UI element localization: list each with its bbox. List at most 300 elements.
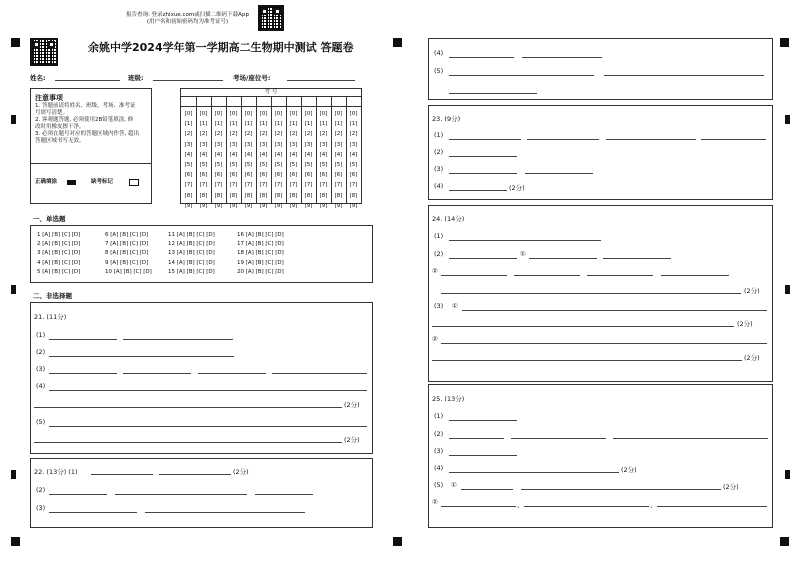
q21-part2: (2): [36, 348, 46, 356]
q23-title: 23. (9分): [432, 115, 461, 123]
registration-mark: [11, 38, 20, 47]
registration-mark: [785, 115, 790, 124]
exam-digit-bubble[interactable]: [5]: [259, 162, 268, 169]
choice-question-row[interactable]: 2 [A] [B] [C] [D]: [37, 241, 81, 248]
exam-number-grid: [180, 88, 362, 209]
exam-digit-bubble[interactable]: [6]: [199, 172, 208, 179]
registration-mark: [11, 285, 16, 294]
exam-digit-bubble[interactable]: [3]: [229, 141, 238, 148]
choice-question-row[interactable]: 9 [A] [B] [C] [D]: [105, 259, 149, 266]
report-notice-line1: 报告查询: 登录zhixue.com或扫描二维码下载App: [126, 12, 249, 18]
grid-line: [271, 96, 272, 203]
q23-answer-line[interactable]: [449, 173, 517, 174]
choice-question-row[interactable]: 4 [A] [B] [C] [D]: [37, 259, 81, 266]
q25-answer-line[interactable]: [449, 455, 517, 456]
q22-part2: (2): [36, 486, 46, 494]
single-choice-box: [30, 225, 373, 283]
choice-question-row[interactable]: 7 [A] [B] [C] [D]: [105, 241, 149, 248]
exam-digit-bubble[interactable]: [1]: [334, 121, 343, 128]
q25-part5: (5): [434, 481, 444, 489]
exam-digit-bubble[interactable]: [0]: [334, 111, 343, 117]
notes-item: 1. 答题前请将姓名、班级、考场、准考证: [35, 103, 136, 109]
exam-digit-bubble[interactable]: [2]: [334, 131, 343, 138]
exam-digit-bubble[interactable]: [6]: [259, 172, 268, 179]
q21-answer-line[interactable]: [49, 339, 117, 340]
exam-digit-bubble[interactable]: [9]: [259, 202, 268, 209]
q24-answer-line[interactable]: [587, 275, 653, 276]
grid-line: [256, 96, 257, 203]
exam-digit-bubble[interactable]: [2]: [319, 131, 328, 138]
grid-line: [196, 96, 197, 203]
grid-line: [331, 96, 332, 203]
exam-digit-bubble[interactable]: [0]: [229, 111, 238, 117]
q25-answer-line[interactable]: [613, 438, 768, 439]
q21-part4: (4): [36, 382, 46, 390]
exam-digit-bubble[interactable]: [5]: [289, 162, 298, 169]
q25-circ2: ②: [432, 498, 438, 506]
class-field[interactable]: [153, 80, 223, 81]
q21-answer-line[interactable]: [198, 373, 266, 374]
q24-circ2: ②: [432, 267, 438, 275]
exam-digit-bubble[interactable]: [8]: [244, 192, 253, 199]
exam-digit-bubble[interactable]: [8]: [274, 192, 283, 199]
q25-answer-line[interactable]: [449, 438, 504, 439]
grid-line: [346, 96, 347, 203]
grid-line: [286, 96, 287, 203]
exam-digit-bubble[interactable]: [4]: [304, 151, 313, 158]
q25-title: 25. (13分): [432, 395, 465, 403]
exam-digit-bubble[interactable]: [1]: [184, 121, 193, 128]
q21-answer-line[interactable]: [272, 373, 367, 374]
exam-digit-bubble[interactable]: [5]: [199, 162, 208, 169]
notes-list: [35, 103, 149, 145]
exam-digit-bubble[interactable]: [7]: [334, 182, 343, 189]
exam-digit-bubble[interactable]: [0]: [319, 111, 328, 117]
q21-points-b: (2分): [344, 436, 360, 444]
q24-part3-circ1: ①: [452, 302, 458, 310]
exam-digit-bubble[interactable]: [2]: [274, 131, 283, 138]
exam-digit-bubble[interactable]: [3]: [319, 141, 328, 148]
q24-part2: (2): [434, 250, 444, 258]
q25-answer-line[interactable]: [461, 489, 513, 490]
exam-digit-bubble[interactable]: [8]: [199, 192, 208, 199]
q22-answer-line[interactable]: [255, 494, 313, 495]
exam-digit-bubble[interactable]: [4]: [214, 151, 223, 158]
exam-digit-bubble[interactable]: [0]: [184, 111, 193, 117]
exam-digit-bubble[interactable]: [5]: [184, 162, 193, 169]
q22-answer-line[interactable]: [604, 75, 764, 76]
exam-digit-column: [241, 109, 256, 211]
exam-digit-bubble[interactable]: [7]: [199, 182, 208, 189]
exam-digit-bubble[interactable]: [3]: [184, 141, 193, 148]
q21-answer-line[interactable]: [34, 442, 342, 443]
exam-digit-bubble[interactable]: [4]: [319, 151, 328, 158]
exam-digit-bubble[interactable]: [8]: [289, 192, 298, 199]
q22-answer-line[interactable]: [49, 512, 137, 513]
q24-part3-circ2: ②: [432, 335, 438, 343]
exam-digit-bubble[interactable]: [9]: [184, 202, 193, 209]
q21-answer-line[interactable]: [49, 390, 367, 391]
exam-digit-bubble[interactable]: [5]: [334, 162, 343, 169]
exam-digit-bubble[interactable]: [3]: [334, 141, 343, 148]
exam-digit-bubble[interactable]: [9]: [214, 202, 223, 209]
exam-digit-column: [211, 109, 226, 211]
exam-digit-bubble[interactable]: [4]: [259, 151, 268, 158]
q24-answer-line[interactable]: [432, 360, 742, 361]
exam-digit-bubble[interactable]: [5]: [349, 162, 358, 169]
exam-digit-bubble[interactable]: [9]: [349, 202, 358, 209]
q25-points-a: (2分): [621, 466, 637, 474]
exam-digit-bubble[interactable]: [7]: [244, 182, 253, 189]
q22-answer-line[interactable]: [449, 75, 594, 76]
q25-part3: (3): [434, 447, 444, 455]
registration-mark: [393, 537, 402, 546]
registration-mark: [393, 38, 402, 47]
exam-digit-bubble[interactable]: [6]: [289, 172, 298, 179]
exam-digit-bubble[interactable]: [2]: [244, 131, 253, 138]
q23-part2: (2): [434, 148, 444, 156]
q22-answer-line[interactable]: [91, 474, 153, 475]
q24-answer-line[interactable]: [514, 275, 580, 276]
q24-part3: (3): [434, 302, 444, 310]
exam-digit-bubble[interactable]: [2]: [349, 131, 358, 138]
q22-part5: (5): [434, 67, 444, 75]
app-qr-code: [258, 5, 284, 31]
grid-line: [241, 96, 242, 203]
q25-part2: (2): [434, 430, 444, 438]
exam-digit-column: [346, 109, 361, 211]
q25-part1: (1): [434, 412, 444, 420]
exam-digit-bubble[interactable]: [1]: [304, 121, 313, 128]
section2-title: 二、非选择题: [33, 292, 72, 300]
exam-digit-bubble[interactable]: [2]: [259, 131, 268, 138]
notes-item: 号填写清楚。: [35, 110, 69, 116]
choice-question-row[interactable]: 10 [A] [B] [C] [D]: [105, 268, 152, 275]
notes-item: 改时用橡皮擦干净。: [35, 124, 85, 130]
choice-question-row[interactable]: 12 [A] [B] [C] [D]: [168, 241, 215, 248]
exam-digit-bubble[interactable]: [3]: [259, 141, 268, 148]
exam-digit-bubble[interactable]: [6]: [244, 172, 253, 179]
exam-digit-bubble[interactable]: [2]: [214, 131, 223, 138]
exam-digit-bubble[interactable]: [9]: [199, 202, 208, 209]
exam-digit-bubble[interactable]: [1]: [259, 121, 268, 128]
q25-comma2: 、: [650, 501, 657, 509]
exam-digit-bubble[interactable]: [2]: [184, 131, 193, 138]
exam-digit-bubble[interactable]: [1]: [274, 121, 283, 128]
q22-answer-line[interactable]: [449, 57, 514, 58]
exam-digit-bubble[interactable]: [2]: [304, 131, 313, 138]
q21-answer-line[interactable]: [49, 373, 117, 374]
q21-answer-line[interactable]: [123, 373, 191, 374]
exam-digit-bubble[interactable]: [6]: [184, 172, 193, 179]
q23-answer-line[interactable]: [449, 139, 521, 140]
exam-digit-bubble[interactable]: [5]: [274, 162, 283, 169]
exam-digit-bubble[interactable]: [3]: [304, 141, 313, 148]
q21-part1: (1): [36, 331, 46, 339]
page-title: 余姚中学2024学年第一学期高二生物期中测试 答题卷: [88, 41, 354, 54]
exam-digit-bubble[interactable]: [7]: [259, 182, 268, 189]
exam-digit-bubble[interactable]: [8]: [229, 192, 238, 199]
barcode-qr-code: [30, 38, 58, 66]
exam-digit-bubble[interactable]: [4]: [349, 151, 358, 158]
class-label: 班级:: [128, 74, 144, 82]
q21-answer-box: [30, 302, 373, 454]
q24-answer-line[interactable]: [661, 275, 729, 276]
exam-digit-bubble[interactable]: [0]: [199, 111, 208, 117]
q23-answer-box: [428, 105, 773, 200]
exam-digit-bubble[interactable]: [8]: [304, 192, 313, 199]
registration-mark: [780, 537, 789, 546]
q25-answer-line[interactable]: [449, 420, 517, 421]
q22-answer-line[interactable]: [522, 57, 602, 58]
exam-digit-bubble[interactable]: [9]: [304, 202, 313, 209]
q23-points: (2分): [509, 184, 525, 192]
q25-answer-line[interactable]: [449, 472, 619, 473]
notes-item: 2. 客观题答题, 必须使用2B铅笔填涂, 修: [35, 117, 134, 123]
exam-digit-column: [316, 109, 331, 211]
q24-points-b: (2分): [737, 320, 753, 328]
choice-question-row[interactable]: 15 [A] [B] [C] [D]: [168, 268, 215, 275]
exam-digit-bubble[interactable]: [0]: [304, 111, 313, 117]
choice-question-row[interactable]: 17 [A] [B] [C] [D]: [237, 241, 284, 248]
choice-question-row[interactable]: 13 [A] [B] [C] [D]: [168, 250, 215, 257]
exam-digit-bubble[interactable]: [7]: [274, 182, 283, 189]
exam-digit-bubble[interactable]: [7]: [349, 182, 358, 189]
exam-digit-bubble[interactable]: [2]: [289, 131, 298, 138]
q22-answer-line[interactable]: [145, 512, 305, 513]
exam-digit-bubble[interactable]: [0]: [349, 111, 358, 117]
choice-question-row[interactable]: 14 [A] [B] [C] [D]: [168, 259, 215, 266]
exam-digit-bubble[interactable]: [0]: [289, 111, 298, 117]
exam-digit-bubble[interactable]: [4]: [229, 151, 238, 158]
q24-answer-line[interactable]: [441, 275, 507, 276]
notes-item: 答题区域书写无效。: [35, 138, 85, 144]
q23-part3: (3): [434, 165, 444, 173]
q22-answer-line[interactable]: [115, 494, 247, 495]
q24-points-c: (2分): [744, 354, 760, 362]
section1-title: 一、单选题: [33, 215, 66, 223]
q25-answer-line[interactable]: [511, 438, 606, 439]
exam-digit-bubble[interactable]: [1]: [229, 121, 238, 128]
q21-part5: (5): [36, 418, 46, 426]
q24-answer-box: [428, 205, 773, 382]
q25-answer-line[interactable]: [521, 489, 721, 490]
exam-digit-bubble[interactable]: [4]: [334, 151, 343, 158]
seat-field[interactable]: [287, 80, 355, 81]
exam-digit-bubble[interactable]: [6]: [349, 172, 358, 179]
name-field[interactable]: [55, 80, 120, 81]
exam-digit-bubble[interactable]: [0]: [214, 111, 223, 117]
q24-answer-line[interactable]: [449, 240, 601, 241]
exam-digit-bubble[interactable]: [8]: [184, 192, 193, 199]
q24-part1: (1): [434, 232, 444, 240]
choice-question-row[interactable]: 3 [A] [B] [C] [D]: [37, 250, 81, 257]
q23-answer-line[interactable]: [527, 139, 599, 140]
exam-digit-bubble[interactable]: [3]: [274, 141, 283, 148]
exam-digit-bubble[interactable]: [5]: [229, 162, 238, 169]
exam-digit-column: [301, 109, 316, 211]
exam-digit-bubble[interactable]: [7]: [319, 182, 328, 189]
exam-digit-bubble[interactable]: [7]: [304, 182, 313, 189]
exam-digit-column: [196, 109, 211, 211]
q24-answer-line[interactable]: [529, 258, 597, 259]
seat-label: 考场/座位号:: [233, 74, 271, 82]
exam-digit-bubble[interactable]: [3]: [199, 141, 208, 148]
exam-digit-bubble[interactable]: [9]: [274, 202, 283, 209]
grid-line: [211, 96, 212, 203]
registration-mark: [785, 285, 790, 294]
notes-box: [30, 88, 152, 204]
exam-digit-bubble[interactable]: [1]: [214, 121, 223, 128]
q23-answer-line[interactable]: [449, 156, 517, 157]
q24-points-a: (2分): [744, 287, 760, 295]
q24-answer-line[interactable]: [441, 293, 741, 294]
exam-digit-bubble[interactable]: [8]: [334, 192, 343, 199]
q25-points-b: (2分): [723, 483, 739, 491]
q23-answer-line[interactable]: [449, 190, 507, 191]
exam-digit-bubble[interactable]: [8]: [214, 192, 223, 199]
exam-digit-bubble[interactable]: [6]: [274, 172, 283, 179]
exam-digit-bubble[interactable]: [3]: [214, 141, 223, 148]
exam-digit-bubble[interactable]: [8]: [259, 192, 268, 199]
exam-digit-bubble[interactable]: [0]: [274, 111, 283, 117]
q21-answer-line[interactable]: [49, 356, 234, 357]
q23-answer-line[interactable]: [606, 139, 696, 140]
q21-answer-line[interactable]: [34, 407, 342, 408]
exam-digit-bubble[interactable]: [1]: [199, 121, 208, 128]
q24-answer-line[interactable]: [462, 310, 767, 311]
q25-answer-box: [428, 384, 773, 528]
exam-digit-bubble[interactable]: [1]: [349, 121, 358, 128]
q23-answer-line[interactable]: [525, 173, 593, 174]
exam-digit-bubble[interactable]: [7]: [229, 182, 238, 189]
exam-digit-bubble[interactable]: [3]: [349, 141, 358, 148]
notes-title: 注意事项: [35, 94, 63, 102]
exam-digit-bubble[interactable]: [7]: [289, 182, 298, 189]
choice-question-row[interactable]: 11 [A] [B] [C] [D]: [168, 232, 215, 238]
registration-mark: [785, 470, 790, 479]
q21-part3: (3): [36, 365, 46, 373]
exam-digit-bubble[interactable]: [7]: [184, 182, 193, 189]
choice-question-row[interactable]: 19 [A] [B] [C] [D]: [237, 259, 284, 266]
exam-digit-bubble[interactable]: [5]: [304, 162, 313, 169]
exam-digit-bubble[interactable]: [8]: [319, 192, 328, 199]
exam-digit-bubble[interactable]: [0]: [244, 111, 253, 117]
choice-question-row[interactable]: 16 [A] [B] [C] [D]: [237, 232, 284, 238]
choice-question-row[interactable]: 8 [A] [B] [C] [D]: [105, 250, 149, 257]
exam-digit-bubble[interactable]: [0]: [259, 111, 268, 117]
name-label: 姓名:: [30, 74, 46, 82]
exam-digit-bubble[interactable]: [3]: [244, 141, 253, 148]
exam-digit-bubble[interactable]: [4]: [199, 151, 208, 158]
q21-title: 21. (11分): [34, 313, 67, 321]
q25-answer-line[interactable]: [441, 506, 516, 507]
q24-answer-line[interactable]: [441, 343, 767, 344]
exam-digit-bubble[interactable]: [1]: [244, 121, 253, 128]
grid-line: [226, 96, 227, 203]
exam-digit-bubble[interactable]: [9]: [289, 202, 298, 209]
exam-digit-column: [181, 109, 196, 211]
q25-comma1: 、: [517, 501, 524, 509]
registration-mark: [11, 537, 20, 546]
exam-digit-bubble[interactable]: [2]: [199, 131, 208, 138]
exam-digit-column: [256, 109, 271, 211]
exam-digit-bubble[interactable]: [5]: [244, 162, 253, 169]
q25-answer-line[interactable]: [657, 506, 767, 507]
absent-mark-box[interactable]: [129, 179, 139, 186]
notes-item: 3. 必须在题号对应的答题区域内作答, 超出: [35, 131, 139, 137]
q25-answer-line[interactable]: [524, 506, 649, 507]
q24-title: 24. (14分): [432, 215, 465, 223]
notes-divider: [31, 163, 151, 164]
q22-continued-box: [428, 38, 773, 100]
exam-digit-bubble[interactable]: [1]: [319, 121, 328, 128]
exam-digit-bubble[interactable]: [6]: [319, 172, 328, 179]
q22-points: (2分): [233, 468, 249, 476]
exam-digit-bubble[interactable]: [7]: [214, 182, 223, 189]
choice-question-row[interactable]: 6 [A] [B] [C] [D]: [105, 232, 149, 238]
q23-part1: (1): [434, 131, 444, 139]
exam-digit-bubble[interactable]: [5]: [319, 162, 328, 169]
choice-question-row[interactable]: 1 [A] [B] [C] [D]: [37, 232, 81, 238]
grid-line: [301, 96, 302, 203]
exam-digit-bubble[interactable]: [4]: [274, 151, 283, 158]
q22-answer-line[interactable]: [159, 474, 231, 475]
q22-title: 22. (13分) (1): [34, 468, 78, 476]
exam-number-title: 考 号: [264, 89, 278, 95]
q23-answer-line[interactable]: [701, 139, 766, 140]
absent-mark-label: 缺考标记: [91, 179, 114, 185]
q24-answer-line[interactable]: [449, 258, 517, 259]
q22-answer-line[interactable]: [49, 494, 107, 495]
exam-digit-column: [226, 109, 241, 211]
exam-digit-bubble[interactable]: [4]: [289, 151, 298, 158]
exam-digit-bubble[interactable]: [1]: [289, 121, 298, 128]
q22-answer-box: [30, 458, 373, 528]
exam-digit-bubble[interactable]: [6]: [334, 172, 343, 179]
exam-digit-bubble[interactable]: [6]: [214, 172, 223, 179]
choice-question-row[interactable]: 20 [A] [B] [C] [D]: [237, 268, 284, 275]
exam-digit-bubble[interactable]: [6]: [229, 172, 238, 179]
exam-digit-bubble[interactable]: [4]: [184, 151, 193, 158]
exam-digit-bubble[interactable]: [4]: [244, 151, 253, 158]
correct-fill-label: 正确填涂: [35, 179, 58, 185]
q22-part3: (3): [36, 504, 46, 512]
exam-digit-bubble[interactable]: [9]: [334, 202, 343, 209]
exam-digit-bubble[interactable]: [6]: [304, 172, 313, 179]
registration-mark: [11, 470, 16, 479]
exam-digit-bubble[interactable]: [9]: [244, 202, 253, 209]
exam-digit-bubble[interactable]: [8]: [349, 192, 358, 199]
exam-digit-bubble[interactable]: [9]: [319, 202, 328, 209]
exam-digit-bubble[interactable]: [2]: [229, 131, 238, 138]
q24-answer-line[interactable]: [432, 326, 734, 327]
q22-answer-line[interactable]: [449, 93, 537, 94]
exam-digit-bubble[interactable]: [3]: [289, 141, 298, 148]
choice-question-row[interactable]: 5 [A] [B] [C] [D]: [37, 268, 81, 275]
q25-circ1: ①: [451, 481, 457, 489]
q22-part4: (4): [434, 49, 444, 57]
exam-digit-bubble[interactable]: [9]: [229, 202, 238, 209]
q23-part4: (4): [434, 182, 444, 190]
exam-digit-column: [271, 109, 286, 211]
registration-mark: [780, 38, 789, 47]
exam-digit-bubble[interactable]: [5]: [214, 162, 223, 169]
q21-answer-line[interactable]: [49, 426, 367, 427]
choice-question-row[interactable]: 18 [A] [B] [C] [D]: [237, 250, 284, 257]
q24-answer-line[interactable]: [603, 258, 671, 259]
q21-answer-line[interactable]: [123, 339, 233, 340]
